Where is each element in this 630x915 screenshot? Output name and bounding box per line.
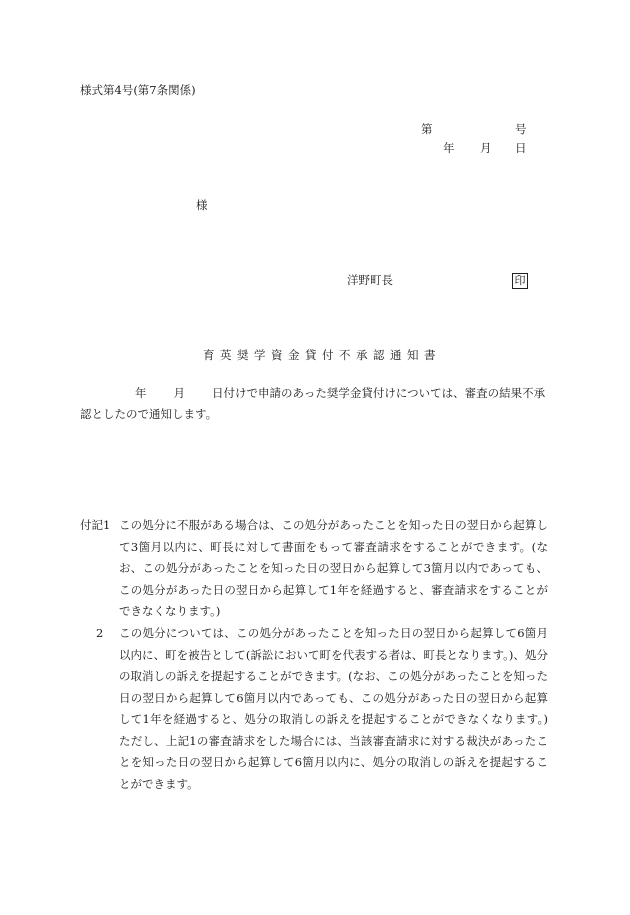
document-title: 育英奨学資金貸付不承認通知書 [203, 348, 441, 362]
body-text-2: 認としたので通知します。 [80, 407, 218, 421]
note-item-2-content: この処分については、この処分があったことを知った日の翌日から起算して6箇月以内に、町を被告として(訴訟において町を代表する者は、町長となります。)、処分の取消しの訴えを提起することができます。(なお、この処分があったことを知った日の翌日から起算して6箇月以内であっても、この処分があった日の翌日から起算して1年を経過すると、処分の取消しの訴えを提起することができなくなります。)ただし、上記1の審査請求をした場合には、当該審査請求に対する裁決があったことを知った日の翌日から起算して6箇月以内に、処分の取消しの訴えを提起することができます。 [119, 626, 548, 791]
note-item-2 [80, 623, 548, 795]
date-year-label: 年 [443, 141, 455, 155]
note-item-1 [80, 515, 548, 623]
number-prefix: 第 [421, 122, 433, 136]
number-suffix: 号 [515, 122, 527, 136]
addressee-honorific: 様 [196, 198, 208, 212]
note-heading: 付記1 [80, 518, 111, 532]
body-paragraph [80, 383, 548, 425]
seal-mark [512, 273, 528, 289]
body-text-1: 日付けで申請のあった奨学金貸付けについては、審査の結果不承 [212, 386, 546, 400]
note-item-2-text [113, 623, 548, 795]
note-item-1-content: この処分に不服がある場合は、この処分があったことを知った日の翌日から起算して3箇月以内に、町長に対して書面をもって審査請求をすることができます。(なお、この処分があったことを知った日の翌日から起算して3箇月以内であっても、この処分があった日の翌日から起算して1年を経過すると、審査請求をすることができなくなります。) [119, 518, 548, 618]
body-line-1 [80, 383, 548, 404]
date-month-label: 月 [480, 141, 492, 155]
seal-text: 印 [512, 273, 528, 289]
note-item-1-text [113, 515, 548, 623]
body-year-label: 年 [135, 386, 147, 400]
form-label: 様式第4号(第7条関係) [80, 83, 196, 97]
date-day-label: 日 [515, 141, 527, 155]
body-month-label: 月 [173, 386, 185, 400]
note-item-2-number: 2 [96, 626, 104, 640]
issuer-name: 洋野町長 [347, 273, 393, 287]
